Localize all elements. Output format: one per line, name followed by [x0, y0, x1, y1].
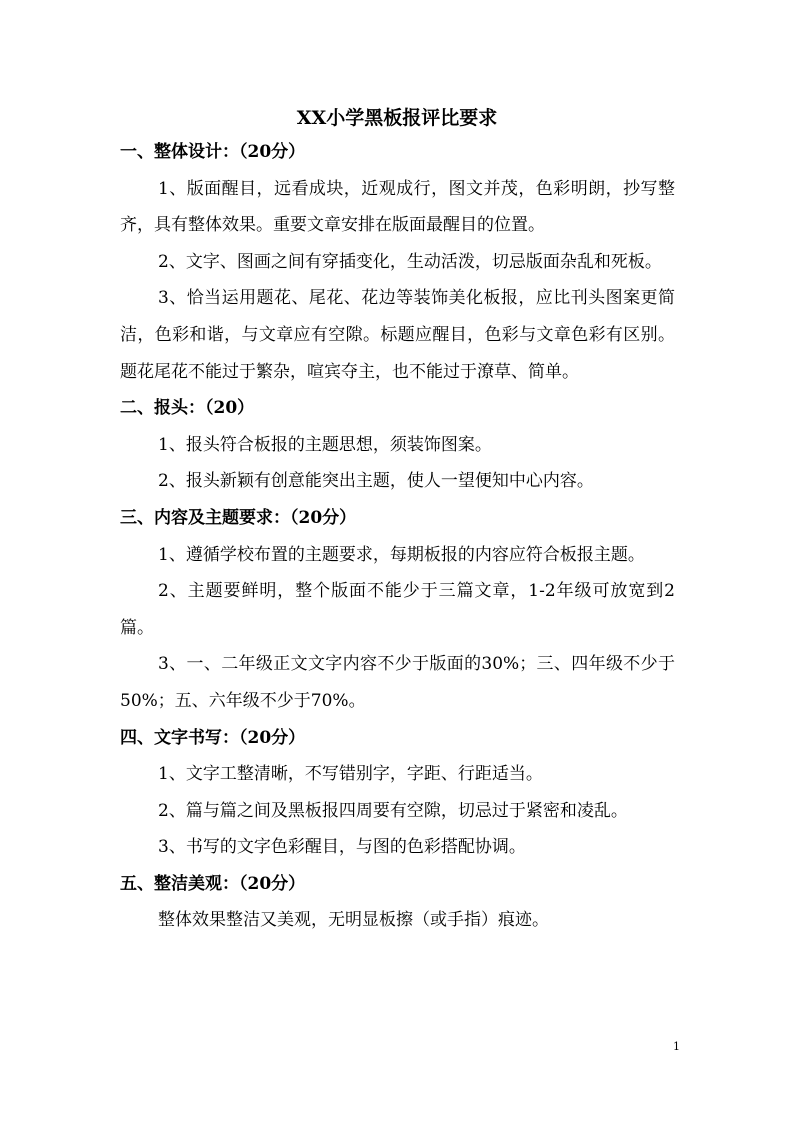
- paragraph: 整体效果整洁又美观，无明显板擦（或手指）痕迹。: [158, 910, 549, 931]
- document-title: XX小学黑板报评比要求: [296, 107, 498, 129]
- paragraph: 1、遵循学校布置的主题要求，每期板报的内容应符合板报主题。: [158, 544, 645, 565]
- paragraph: 1、报头符合板报的主题思想，须装饰图案。: [158, 434, 492, 455]
- paragraph: 2、篇与篇之间及黑板报四周要有空隙，切忌过于紧密和凌乱。: [158, 800, 628, 821]
- document-body: [120, 134, 675, 939]
- section-heading-masthead: 二、报头：（20）: [120, 398, 255, 419]
- paragraph: 1、文字工整清晰，不写错别字，字距、行距适当。: [158, 764, 543, 785]
- paragraph: 3、恰当运用题花、尾花、花边等装饰美化板报，应比刊头图案更简洁，色彩和谐，与文章应有空隙。标题应醒目，色彩与文章色彩有区别。题花尾花不能过于繁杂，喧宾夺主，也不能过于潦草、简单。: [120, 288, 675, 382]
- section-heading-writing: 四、文字书写：（20分）: [120, 727, 306, 748]
- paragraph: 3、书写的文字色彩醒目，与图的色彩搭配协调。: [158, 837, 526, 858]
- section-heading-overall-design: 一、整体设计：（20分）: [120, 142, 306, 162]
- paragraph: 2、主题要鲜明，整个版面不能少于三篇文章，1-2年级可放宽到2篇。: [120, 581, 675, 638]
- page-number: 1: [673, 1040, 680, 1053]
- paragraph: 2、文字、图画之间有穿插变化，生动活泼，切忌版面杂乱和死板。: [158, 251, 662, 272]
- paragraph: 1、版面醒目，远看成块，近观成行，图文并茂，色彩明朗，抄写整齐，具有整体效果。重要文章安排在版面最醒目的位置。: [120, 178, 675, 236]
- section-heading-neatness: 五、整洁美观：（20分）: [120, 873, 306, 894]
- section-heading-content-theme: 三、内容及主题要求：（20分）: [120, 507, 357, 528]
- paragraph: 2、报头新颖有创意能突出主题，使人一望便知中心内容。: [158, 471, 594, 492]
- paragraph: 3、一、二年级正文文字内容不少于版面的30%；三、四年级不少于50%；五、六年级不少于70%。: [120, 654, 675, 711]
